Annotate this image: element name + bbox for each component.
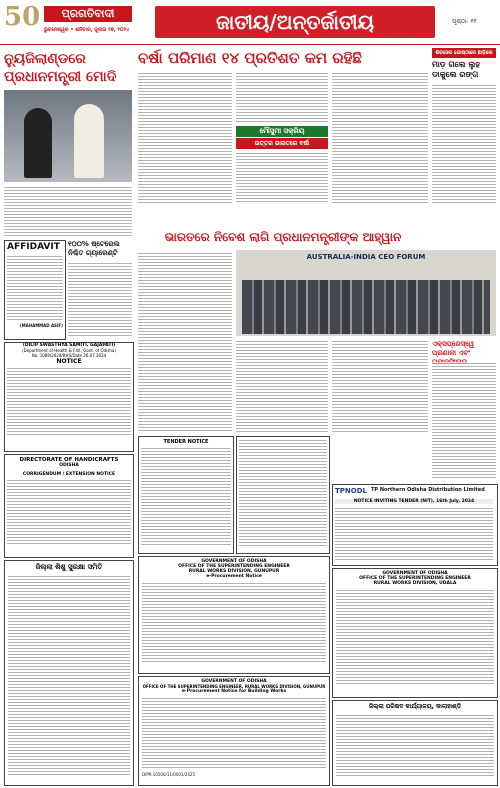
dss-notice [4, 342, 134, 452]
main-story-body-left [138, 72, 232, 204]
invest-photo-banner: AUSTRALIA-INDIA CEO FORUM [306, 253, 426, 261]
rw-office: OFFICE OF THE SUPERINTENDING ENGINEER [178, 564, 290, 569]
rw-division: RURAL WORKS DIVISION, GUNUPUR [188, 569, 280, 574]
affidavit-ad [4, 240, 66, 340]
rw-table [142, 582, 326, 662]
dss-name: (DILIP SWASTHYA SAMITI, GAJAPATI) [22, 343, 116, 348]
bottom-mid-enotice: e-Procurement Notice for Building Works [181, 689, 287, 694]
handicrafts-notice [4, 454, 134, 558]
middle-odia-ad [236, 436, 330, 554]
bottom-left-ad-body [8, 575, 130, 775]
masthead [0, 0, 500, 44]
monsoon-box-title: ମୌସୁମୀ ସକ୍ରିୟ [236, 126, 328, 137]
handicrafts-corrigendum: CORRIGENDUM / EXTENSION NOTICE [22, 472, 116, 477]
section-title: ଜାତୀୟ/ଅନ୍ତର୍ଜାତୀୟ [155, 6, 435, 38]
affidavit-name: (MAHAMMAD ASIF) [19, 323, 63, 328]
right-story-kicker: ଶିବସେନା ଗୋଷ୍ଠୀରେ ଛାଡ଼ିଲେ [432, 48, 496, 58]
bottom-right-title: ଜିଲ୍ଲା ପରିଷଦ କାର୍ଯ୍ୟାଳୟ, କାଲାହାଣ୍ଡି [368, 703, 462, 710]
tender-title: TENDER NOTICE [163, 439, 209, 445]
invest-body-mid [236, 340, 328, 432]
side-story2-body [432, 362, 496, 480]
bottom-mid-notice [138, 676, 330, 786]
udala-office: OFFICE OF THE SUPERINTENDING ENGINEER [359, 576, 471, 581]
left-photo-person-a [24, 108, 52, 178]
bottom-right-body [336, 714, 494, 778]
bottom-mid-office: OFFICE OF THE SUPERINTENDING ENGINEER, RURAL WORKS DIVISION, GUNUPUR [142, 684, 326, 689]
udala-notice [332, 568, 498, 698]
invest-headline: ଭାରତରେ ନିବେଶ ଲାଗି ପ୍ରଧାନମନ୍ତ୍ରୀଙ୍କ ଆହ୍ୱାନ [164, 230, 402, 244]
rw-govt: GOVERNMENT OF ODISHA [201, 559, 267, 564]
invest-photo [236, 250, 496, 336]
udala-division: RURAL WORKS DIVISION, UDALA [373, 581, 457, 586]
affidavit-title: AFFIDAVIT [7, 242, 60, 252]
left-story-photo [4, 90, 132, 182]
invest-body-right [332, 340, 428, 432]
monsoon-box [236, 126, 328, 150]
affidavit-body [7, 255, 63, 321]
right-story-body [432, 84, 496, 204]
invest-photo-group [242, 280, 490, 334]
dateline: ଭୁବନେଶ୍ୱର • ଶନିବାର, ଜୁଲାଇ ୨୭, ୨୦୨୪ [44, 27, 130, 33]
handicrafts-title: DIRECTORATE OF HANDICRAFTS [19, 457, 119, 463]
bottom-left-ad [4, 560, 134, 786]
tpnodl-logo: TPNODL [335, 487, 367, 495]
udala-table [336, 589, 494, 685]
rw-gunupur-notice [138, 556, 330, 674]
left-story-headline: ନ୍ୟୁଜିଲାଣ୍ଡରେ ପ୍ରଧାନମନ୍ତ୍ରୀ ମୋଦି [4, 51, 117, 85]
tpnodl-body [335, 507, 493, 561]
handicrafts-sub: ODISHA [59, 463, 79, 468]
page-number: ପୃଷ୍ଠା- ୧୧ [452, 18, 477, 25]
col-story-headline: ୧୦୦% ଷ୍ଟେରେଲ ନିଶ୍ଚିତ ଗ୍ୟାରେଣ୍ଟି [68, 240, 120, 257]
bottom-right-notice [332, 700, 498, 786]
dss-notice-title: NOTICE [56, 358, 82, 365]
main-story-body-mid-top [236, 72, 328, 124]
monsoon-box-sub: ଉତ୍ତର ଭାରତରେ ବର୍ଷା [236, 138, 328, 149]
left-story-body [4, 186, 132, 236]
logo-number: 50 [4, 2, 41, 32]
masthead-rule [0, 44, 500, 45]
udala-govt: GOVERNMENT OF ODISHA [382, 571, 448, 576]
bottom-mid-table [142, 697, 326, 769]
main-story-body-mid-bot [236, 152, 328, 204]
main-headline: ବର୍ଷା ପରିମାଣ ୧୪ ପ୍ରତିଶତ କମ ରହିଛି [138, 49, 362, 67]
left-photo-person-b [74, 104, 104, 178]
tender-notice [138, 436, 234, 554]
paper-name: ପ୍ରଗତିବାଦୀ [44, 6, 132, 22]
main-story-body-right [332, 72, 428, 204]
dss-dept: (Department of Health & F.W., Govt. of Odisha) [22, 348, 116, 353]
bottom-left-ad-title: ଜିଲ୍ଲା ଶିଶୁ ସୁରକ୍ଷା ସମିତି [35, 563, 103, 571]
tpnodl-notice [332, 484, 498, 566]
bottom-mid-govt: GOVERNMENT OF ODISHA [201, 679, 267, 684]
invest-body-left [138, 252, 232, 432]
tpnodl-name: TP Northern Odisha Distribution Limited [371, 487, 485, 493]
middle-odia-ad-body [239, 439, 327, 547]
dss-body [7, 367, 131, 435]
handicrafts-body [7, 479, 131, 545]
col-story-body [68, 262, 132, 338]
side-story2-headline: ଏକ୍ସପ୍ରେସ୍‌ୱେ ପ୍ରଣାଳୀ ଏବଂ [432, 340, 475, 357]
tpnodl-nit: NOTICE INVITING TENDER (NIT), 16th July, 2024 [335, 499, 493, 504]
dss-ref: No. 1089/2024/RHS/Date 26.07.2024 [31, 353, 107, 358]
rw-enotice: e-Procurement Notice [206, 574, 262, 579]
right-story-headline: ମାଡ଼ ଗଲେ ଲୁହ ଡାକୁଲେ ରଙ୍ଗ [432, 60, 481, 79]
bottom-mid-code: OIPR-10500/11/0001/2425 [142, 772, 196, 777]
tender-body [141, 447, 231, 545]
